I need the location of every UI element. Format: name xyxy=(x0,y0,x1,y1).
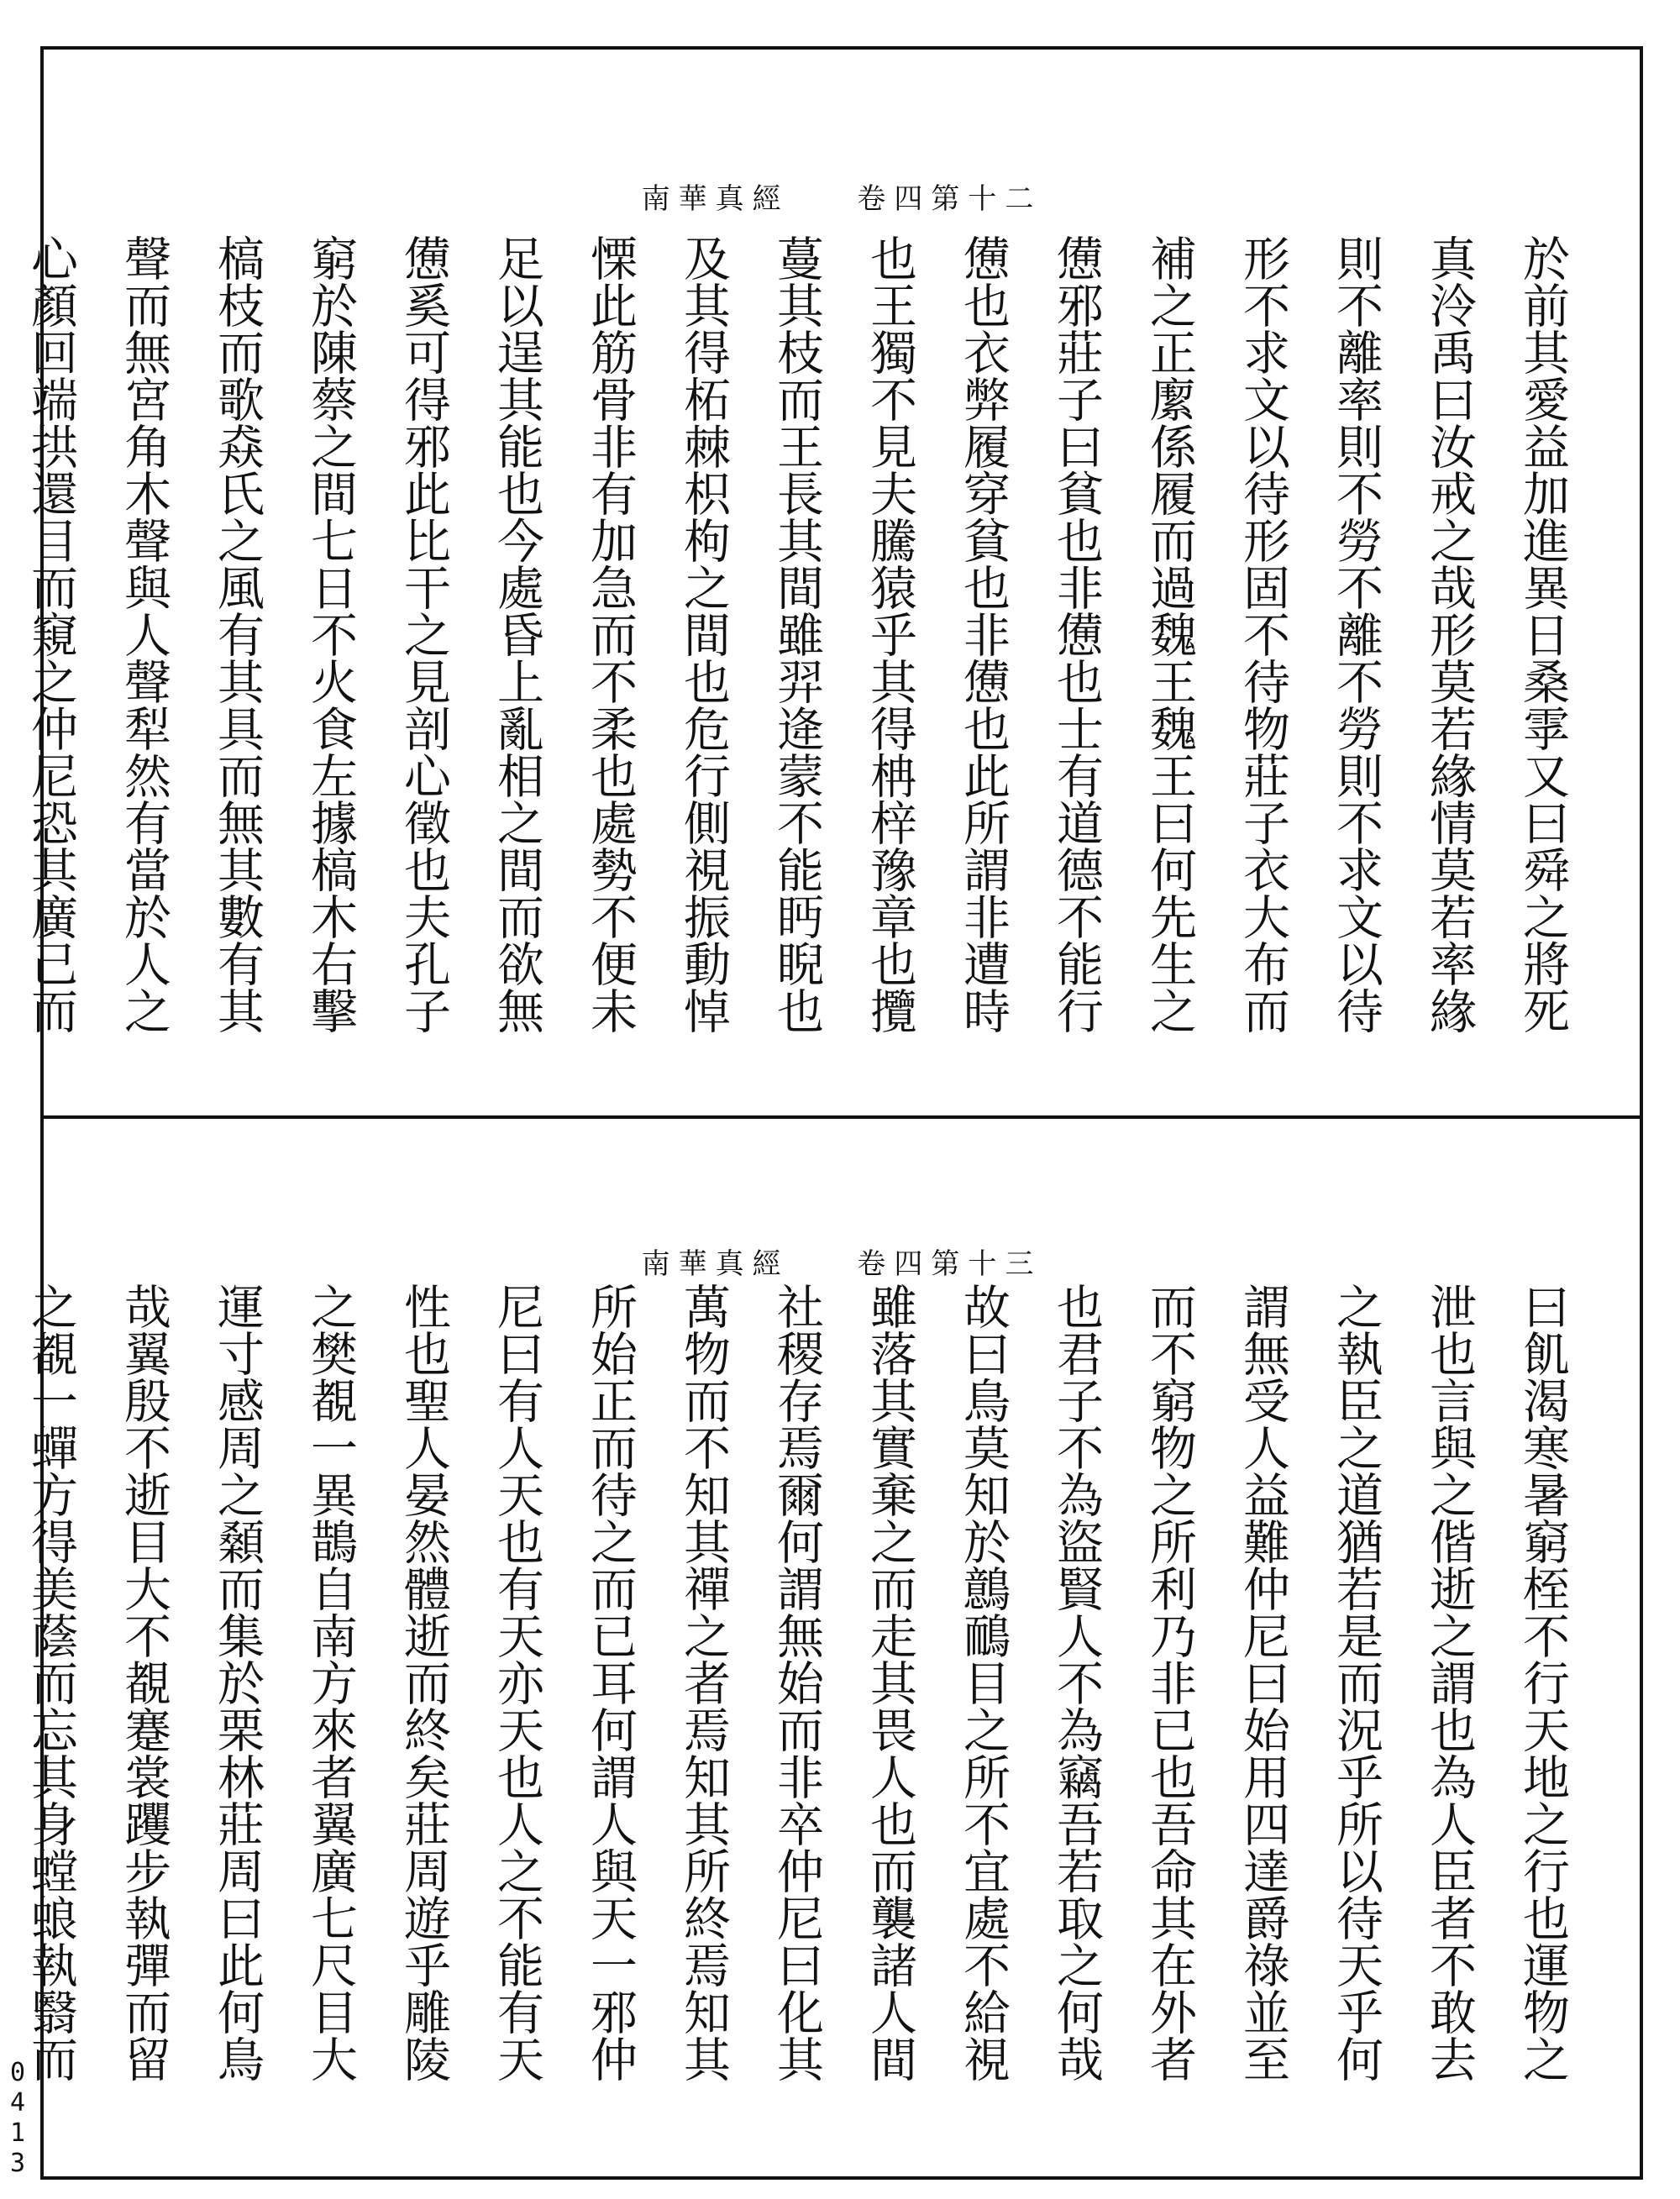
text-column: 窮於陳蔡之間七日不火食左據槁木右擊 xyxy=(303,234,358,1034)
upper-running-head xyxy=(44,176,1640,217)
text-column: 補之正緳係履而過魏王魏王曰何先生之 xyxy=(1142,234,1197,1034)
text-column: 形不求文以待形固不待物莊子衣大布而 xyxy=(1236,234,1290,1034)
upper-volume-label: 卷四第十二 xyxy=(857,182,1042,216)
text-column: 所始正而待之而已耳何謂人與天一邪仲 xyxy=(583,1283,638,2082)
text-column: 雖落其實棄之而走其畏人也而襲諸人間 xyxy=(863,1283,917,2082)
text-column: 心顏回端拱還目而窺之仲尼恐其廣己而 xyxy=(24,234,78,1034)
text-column: 之覩一蟬方得美蔭而忘其身螳蜋執翳而 xyxy=(24,1283,78,2082)
upper-book-title: 南華真經 xyxy=(641,182,790,216)
upper-text-block xyxy=(24,234,1589,1074)
text-column: 性也聖人晏然體逝而終矣莊周遊乎雕陵 xyxy=(396,1283,451,2082)
text-column: 曰飢渴寒暑窮桎不行天地之行也運物之 xyxy=(1515,1283,1570,2082)
text-column xyxy=(0,1283,4,2135)
text-column: 故曰鳥莫知於鷾鴯目之所不宜處不給視 xyxy=(956,1283,1011,2082)
page-number: 0413 xyxy=(9,2058,26,2178)
text-column: 於前其愛益加進異日桑雽又曰舜之將死 xyxy=(1515,234,1570,1034)
text-column: 慄此筋骨非有加急而不柔也處勢不便未 xyxy=(583,234,638,1034)
text-column: 則不離率則不勞不離不勞則不求文以待 xyxy=(1329,234,1383,1034)
text-column: 足以逞其能也今處昏上亂相之間而欲無 xyxy=(490,234,544,1034)
text-column: 蔓其枝而王長其間雖羿逄蒙不能眄睨也 xyxy=(769,234,824,1034)
text-column xyxy=(0,234,4,1074)
text-column: 也王獨不見夫騰猿乎其得柟梓豫章也攬 xyxy=(863,234,917,1034)
text-column: 也君子不為盜賢人不為竊吾若取之何哉 xyxy=(1049,1283,1104,2082)
upper-page xyxy=(24,50,1640,1119)
lower-running-head xyxy=(44,1241,1640,1282)
text-column: 憊邪莊子曰貧也非憊也士有道德不能行 xyxy=(1049,234,1104,1034)
text-column: 聲而無宮角木聲與人聲犁然有當於人之 xyxy=(117,234,171,1034)
text-column: 社稷存焉爾何謂無始而非卒仲尼曰化其 xyxy=(769,1283,824,2082)
text-column: 而不窮物之所利乃非已也吾命其在外者 xyxy=(1142,1283,1197,2082)
text-column: 憊也衣弊履穿貧也非憊也此所謂非遭時 xyxy=(956,234,1011,1034)
text-column: 之樊覩一異鵲自南方來者翼廣七尺目大 xyxy=(303,1283,358,2082)
text-column: 泄也言與之偕逝之謂也為人臣者不敢去 xyxy=(1422,1283,1477,2082)
text-column: 尼曰有人天也有天亦天也人之不能有天 xyxy=(490,1283,544,2082)
text-column: 謂無受人益難仲尼曰始用四達爵祿並至 xyxy=(1236,1283,1290,2082)
text-column: 之執臣之道猶若是而況乎所以待天乎何 xyxy=(1329,1283,1383,2082)
text-column: 真泠禹曰汝戒之哉形莫若緣情莫若率緣 xyxy=(1422,234,1477,1034)
page-frame xyxy=(24,46,1643,2180)
text-column: 槁枝而歌猋氏之風有其具而無其數有其 xyxy=(210,234,265,1034)
lower-book-title: 南華真經 xyxy=(641,1247,790,1281)
lower-page xyxy=(24,1119,1640,2176)
text-column: 及其得柘棘枳枸之間也危行側視振動悼 xyxy=(676,234,731,1034)
text-column: 哉翼殷不逝目大不覩蹇裳躩步執彈而留 xyxy=(117,1283,171,2082)
lower-text-block xyxy=(24,1283,1589,2135)
text-column: 憊奚可得邪此比干之見剖心徵也夫孔子 xyxy=(396,234,451,1034)
lower-volume-label: 卷四第十三 xyxy=(857,1247,1042,1281)
text-column: 運寸感周之顙而集於栗林莊周曰此何鳥 xyxy=(210,1283,265,2082)
text-column: 萬物而不知其禪之者焉知其所終焉知其 xyxy=(676,1283,731,2082)
